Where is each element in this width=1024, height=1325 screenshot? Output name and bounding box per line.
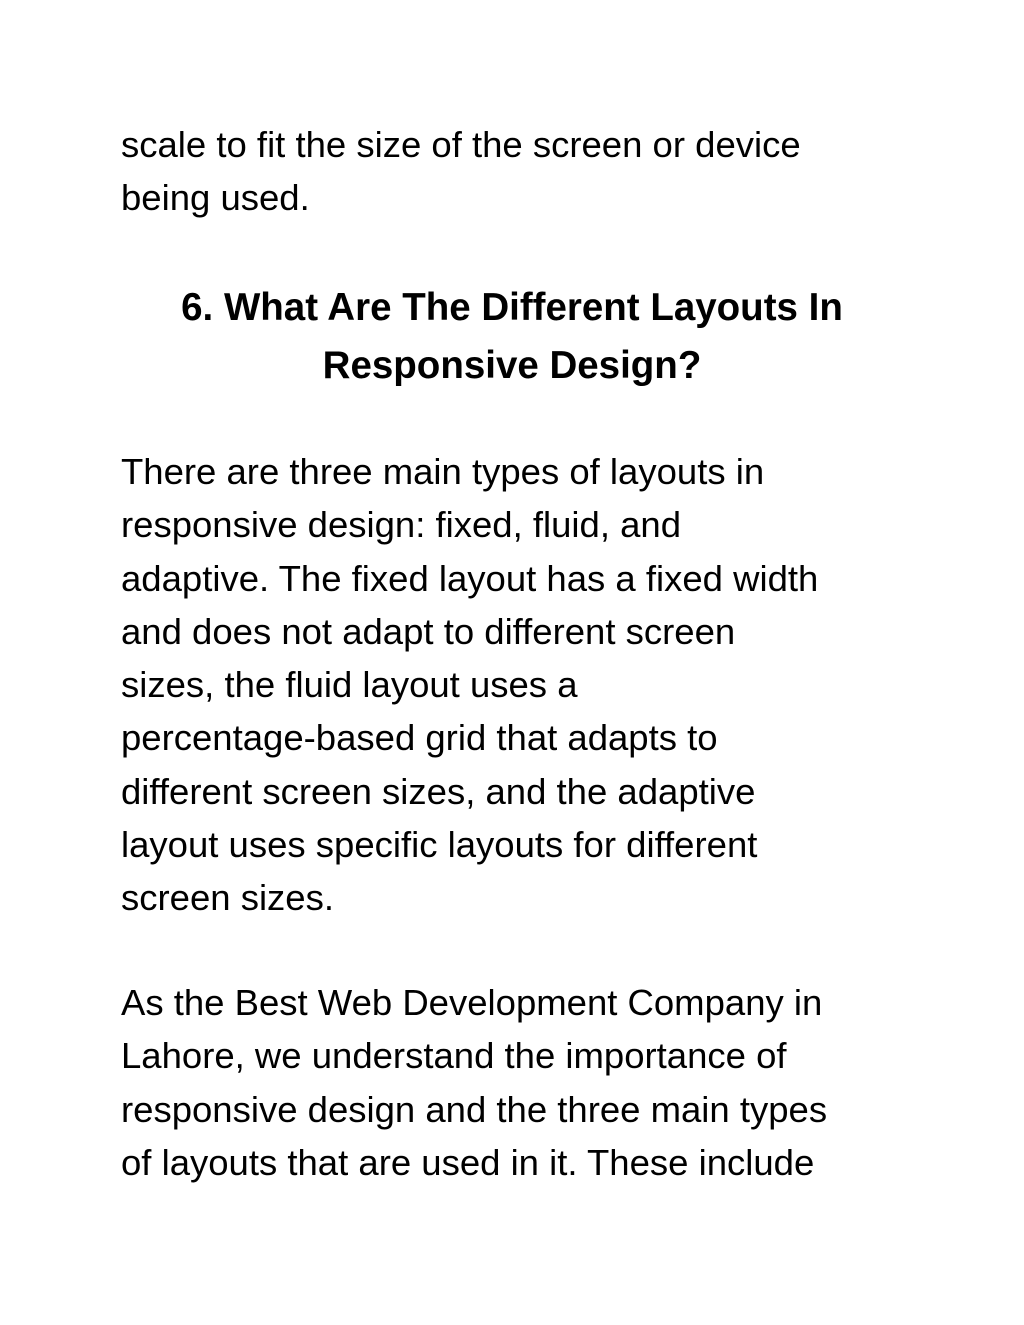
heading-line: Responsive Design?	[322, 343, 702, 387]
paragraph-line: being used.	[121, 177, 310, 219]
paragraph-line: and does not adapt to different screen	[121, 610, 736, 652]
paragraph-company	[121, 976, 911, 1189]
paragraph-continued	[121, 118, 911, 225]
paragraph-line: responsive design: fixed, fluid, and	[121, 504, 682, 546]
paragraph-line: screen sizes.	[121, 877, 334, 919]
paragraph-line: percentage-based grid that adapts to	[121, 717, 718, 759]
paragraph-line: scale to fit the size of the screen or device	[121, 124, 801, 165]
paragraph-line: Lahore, we understand the importance of	[121, 1035, 787, 1077]
paragraph-line: responsive design and the three main types	[121, 1088, 828, 1130]
paragraph-line: There are three main types of layouts in	[121, 451, 765, 492]
paragraph-layouts	[121, 445, 911, 925]
paragraph-line: As the Best Web Development Company in	[121, 982, 823, 1023]
paragraph-line: adaptive. The fixed layout has a fixed width	[121, 557, 819, 599]
heading-line: 6. What Are The Different Layouts In	[181, 286, 843, 329]
paragraph-line: sizes, the fluid layout uses a	[121, 664, 578, 706]
section-heading	[100, 279, 924, 394]
paragraph-line: different screen sizes, and the adaptive	[121, 770, 756, 812]
paragraph-line: layout uses specific layouts for different	[121, 824, 758, 866]
paragraph-line: of layouts that are used in it. These include	[121, 1141, 815, 1183]
